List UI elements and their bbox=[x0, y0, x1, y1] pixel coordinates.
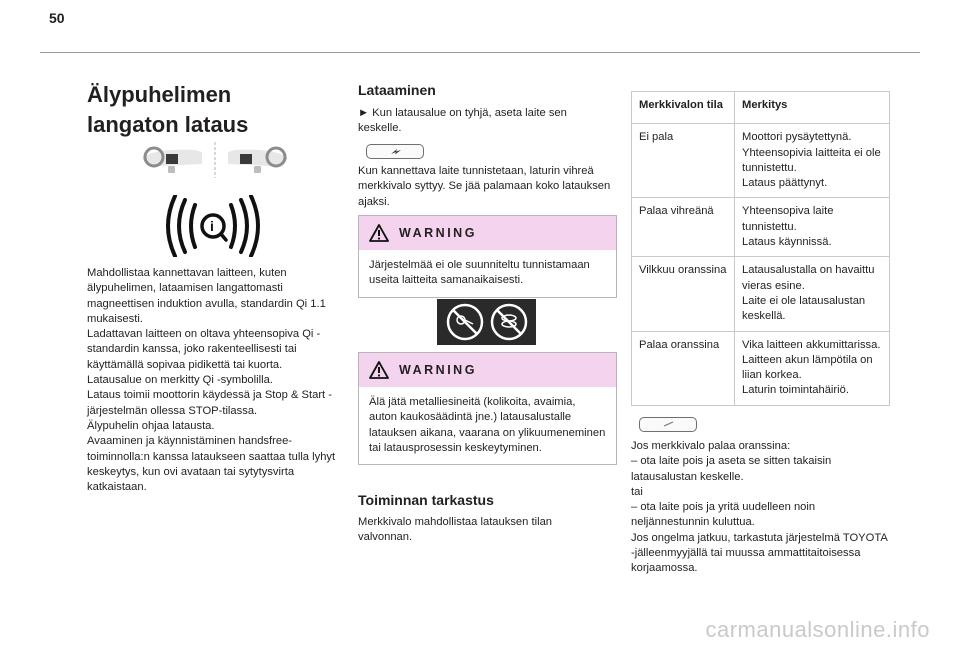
dashboard-illustration bbox=[140, 140, 290, 180]
column-header: Merkkivalon tila bbox=[632, 92, 735, 124]
status-cell: Palaa oranssina bbox=[632, 331, 735, 405]
warning-box-2 bbox=[358, 352, 617, 465]
detected-text: Kun kannettava laite tunnistetaan, laturin vihreä merkkivalo syttyy. Se jää palamaan koko latauksen ajaksi. bbox=[358, 165, 611, 208]
warning-text: Älä jätä metalliesineitä (kolikoita, avaimia, auton kaukosäädintä jne.) latausalustalle latauksen aikana, vaarana on ylikuumeneminen tai latausprosessin keskeytyminen. bbox=[369, 396, 606, 454]
warning-box-1 bbox=[358, 215, 617, 298]
status-cell: Palaa vihreänä bbox=[632, 198, 735, 257]
no-objects-icon bbox=[437, 299, 536, 345]
column-header: Merkitys bbox=[735, 92, 890, 124]
status-cell: Ei pala bbox=[632, 124, 735, 198]
status-cell: Vilkkuu oranssina bbox=[632, 257, 735, 331]
svg-text:i: i bbox=[210, 218, 214, 234]
check-text: Merkkivalo mahdollistaa latauksen tilan valvonnan. bbox=[358, 516, 553, 544]
warning-header bbox=[359, 353, 616, 387]
indicator-status-table bbox=[631, 91, 890, 406]
intro-text: Mahdollistaa kannettavan laitteen, kuten älypuhelimen, lataamisen langattomasti magneettisen induktion avulla, standardin Qi 1.1 mukaisesti. Ladattavan laitteen on oltava yhteensopiva Qi -standardin kanssa, joko rakenteellisesti tai käyttämällä sopivaa pidikettä tai kuorta. Latausalue on merkitty Qi -symbolilla. Lataus toimii moottorin käydessä ja Stop & Start -järjestelmän ollessa STOP-tilassa. Älypuhelin ohjaa latausta. Avaaminen ja käynnistäminen handsfree-toiminnolla:n kanssa lataukseen saattaa tulla lyhyt keskeytys, kun ovi avataan tai sytytysvirta katkaistaan. bbox=[87, 267, 336, 494]
table-row bbox=[632, 331, 890, 405]
charging-step: ► Kun latausalue on tyhjä, aseta laite sen keskelle. bbox=[358, 107, 567, 135]
orange-note: Jos merkkivalo palaa oranssina: – ota laite pois ja aseta se sitten takaisin latausalustan keskelle. tai – ota laite pois ja yritä uudelleen noin neljännestunnin kuluttua. Jos ongelma jatkuu, tarkastuta järjestelmä TOYOTA -jälleenmyyjällä tai muussa ammattitaitoisessa korjaamossa. bbox=[631, 440, 888, 575]
warning-title: WARNING bbox=[399, 226, 477, 240]
watermark: carmanualsonline.info bbox=[705, 617, 930, 642]
warning-title: WARNING bbox=[399, 363, 477, 377]
header-rule bbox=[40, 52, 920, 53]
steering-wheel-icon bbox=[142, 148, 202, 173]
no-objects-image bbox=[437, 299, 536, 345]
meaning-cell: Latausalustalla on havaittu vieras esine. Laite ei ole latausalustan keskellä. bbox=[735, 257, 890, 331]
charging-pad-icon bbox=[366, 144, 424, 159]
table-row bbox=[632, 257, 890, 331]
meaning-cell: Vika laitteen akkumittarissa. Laitteen akun lämpötila on liian korkea. Laturin toimintahäiriö. bbox=[735, 331, 890, 405]
charging-heading: Lataaminen bbox=[358, 82, 436, 98]
meaning-cell: Moottori pysäytettynä. Yhteensopivia laitteita ei ole tunnistettu. Lataus päättynyt. bbox=[735, 124, 890, 198]
steering-wheel-icon bbox=[228, 148, 288, 173]
check-heading: Toiminnan tarkastus bbox=[358, 492, 494, 508]
warning-text: Järjestelmää ei ole suunniteltu tunnistamaan useita laitteita samanaikaisesti. bbox=[369, 259, 590, 287]
warning-header bbox=[359, 216, 616, 250]
table-row bbox=[632, 124, 890, 198]
page-number: 50 bbox=[49, 10, 65, 26]
table-header-row bbox=[632, 92, 890, 124]
page-title: Älypuhelimen langaton lataus bbox=[87, 82, 249, 137]
warning-triangle-icon bbox=[369, 224, 389, 242]
warning-triangle-icon bbox=[369, 361, 389, 379]
charging-pad-icon bbox=[639, 417, 697, 432]
qi-wireless-icon bbox=[165, 195, 261, 257]
meaning-cell: Yhteensopiva laite tunnistettu. Lataus käynnissä. bbox=[735, 198, 890, 257]
table-row bbox=[632, 198, 890, 257]
